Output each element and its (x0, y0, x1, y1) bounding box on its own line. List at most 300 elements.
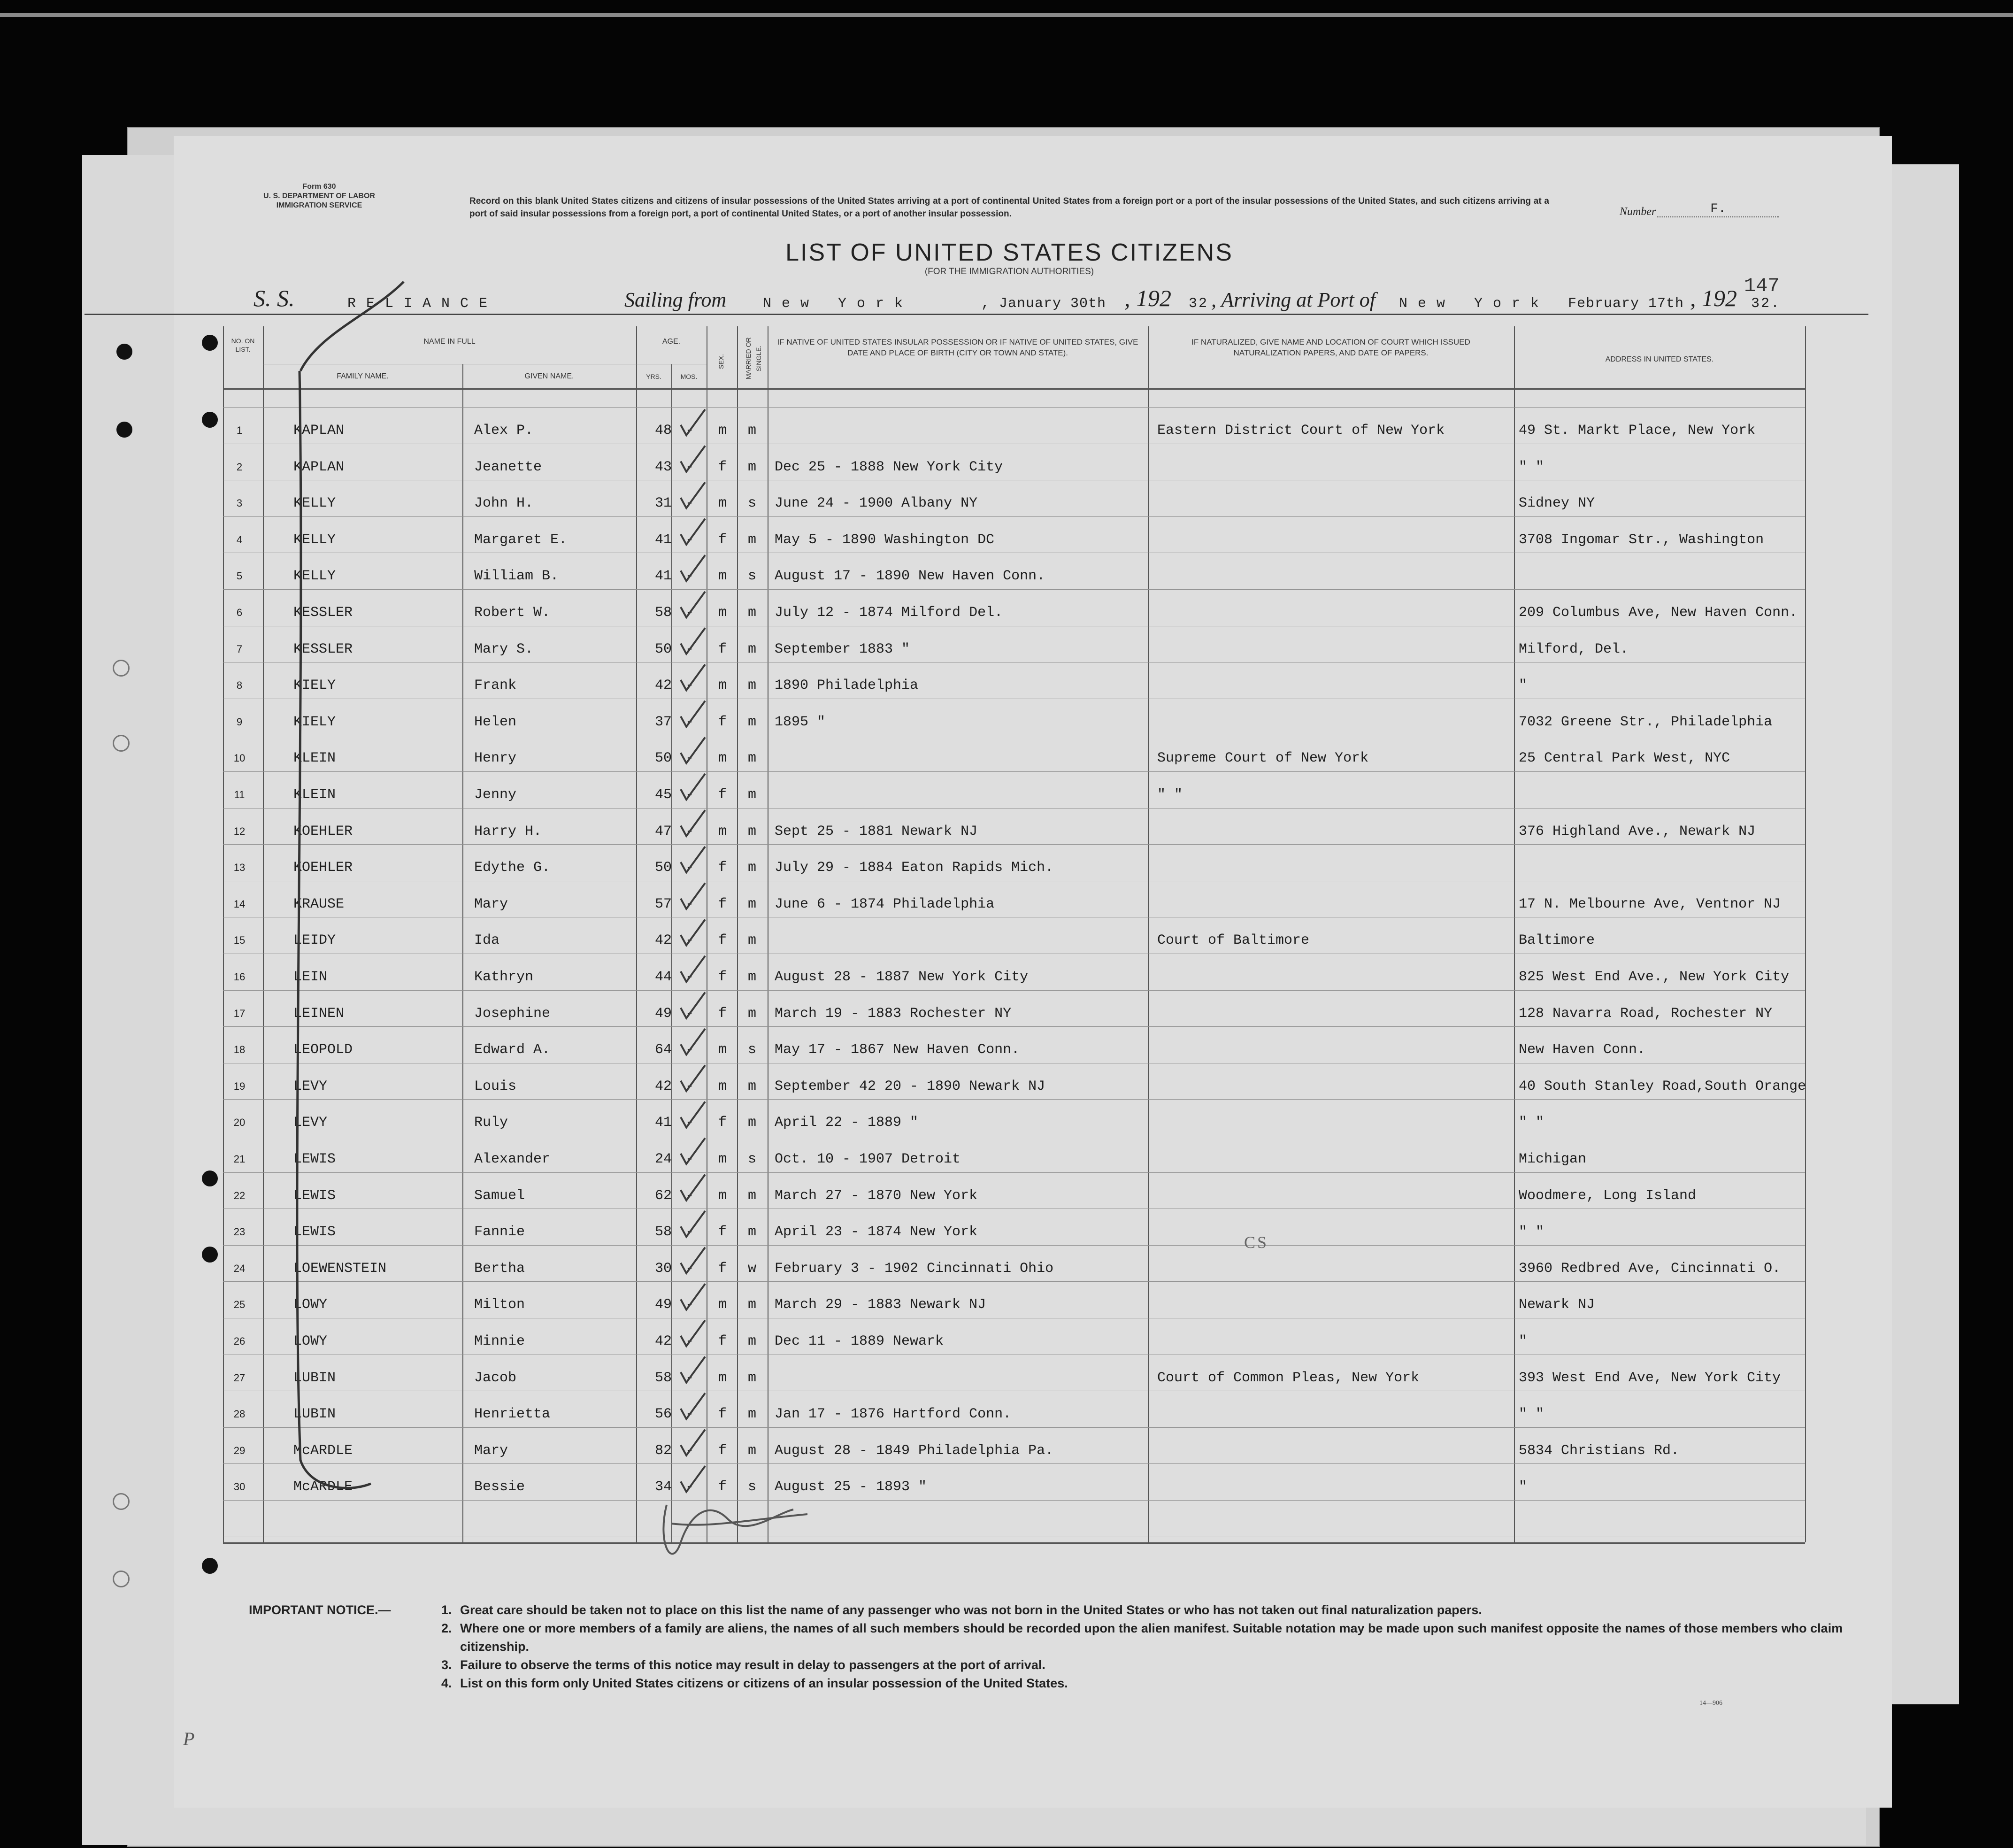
check-mark (681, 956, 705, 982)
cell-address: 209 Columbus Ave, New Haven Conn. (1519, 605, 1798, 621)
cell-no: 28 (233, 1408, 246, 1420)
cell-family: LEWIS (293, 1187, 336, 1204)
cell-yrs: 82 (655, 1442, 672, 1459)
cell-sex: f (718, 969, 727, 985)
cell-no: 1 (236, 424, 243, 436)
notice-item-text: Where one or more members of a family are aliens, the names of all such members should be recorded upon the alien manifest. Suitable notation may be made upon such manifest opposite the names of those members who claim citizenship. (460, 1621, 1843, 1654)
notice-lead: IMPORTANT NOTICE.— (249, 1603, 391, 1617)
table-bottom-rule (223, 1542, 1805, 1544)
cell-yrs: 56 (655, 1406, 672, 1423)
cell-address: Sidney NY (1519, 495, 1595, 512)
cell-sex: f (718, 641, 727, 657)
cell-yrs: 57 (655, 896, 672, 912)
notice-item (249, 1619, 1845, 1656)
notice-item-text: Failure to observe the terms of this notice may result in delay to passengers at the port of arrival. (460, 1658, 1045, 1672)
cell-no: 23 (233, 1226, 246, 1238)
cell-family: LEWIS (293, 1151, 336, 1167)
cell-ms: s (748, 1479, 757, 1495)
check-mark (681, 1101, 705, 1127)
header-naturalization: IF NATURALIZED, GIVE NAME AND LOCATION OF COURT WHICH ISSUED NATURALIZATION PAPERS, AND DATE OF PAPERS. (1191, 338, 1470, 357)
cell-yrs: 43 (655, 459, 672, 475)
cell-mos: - (685, 714, 694, 730)
check-mark (681, 993, 705, 1018)
stamp-mark: CS (1244, 1233, 1269, 1252)
cell-birth: Dec 11 - 1889 Newark (775, 1333, 944, 1349)
cell-sex: m (718, 1297, 727, 1313)
cell-yrs: 34 (655, 1479, 672, 1495)
cell-given: Bessie (474, 1479, 525, 1495)
cell-ms: m (748, 750, 757, 767)
cell-family: LEVY (293, 1115, 328, 1131)
cell-family: LEOPOLD (293, 1042, 353, 1058)
cell-no: 2 (236, 461, 243, 473)
cell-yrs: 42 (655, 932, 672, 949)
notice-item (249, 1674, 1845, 1693)
cell-yrs: 48 (655, 423, 672, 439)
form-code: 14—906 (1699, 1700, 1722, 1707)
cell-family: KELLY (293, 568, 336, 585)
cell-mos: - (685, 969, 694, 985)
notice-item-number: 4. (441, 1676, 452, 1690)
cell-given: Fannie (474, 1224, 525, 1240)
scanner-edge (0, 13, 2013, 17)
year-prefix: , 192 (1690, 285, 1737, 311)
cell-yrs: 44 (655, 969, 672, 985)
arrival-date: February 17th (1568, 296, 1684, 312)
cell-birth: July 29 - 1884 Eaton Rapids Mich. (775, 860, 1054, 876)
punch-hole (202, 1247, 218, 1263)
cell-sex: f (718, 896, 727, 912)
check-mark (681, 1430, 705, 1455)
check-mark (681, 1320, 705, 1346)
cell-ms: m (748, 531, 757, 548)
form-identifier (221, 182, 418, 210)
cell-no: 9 (236, 716, 243, 728)
cell-sex: m (718, 1370, 727, 1386)
cell-no: 25 (233, 1299, 246, 1311)
cell-ms: m (748, 1442, 757, 1459)
cell-birth: June 6 - 1874 Philadelphia (775, 896, 995, 912)
cell-ms: s (748, 1151, 757, 1167)
cell-sex: f (718, 1406, 727, 1423)
cell-given: Mary (474, 1442, 508, 1459)
cell-given: Kathryn (474, 969, 534, 985)
cell-yrs: 62 (655, 1187, 672, 1204)
punch-hole (202, 412, 218, 428)
cell-address: " (1519, 1479, 1528, 1495)
cell-sex: m (718, 1078, 727, 1094)
year-prefix: , 192 (1124, 285, 1171, 311)
cell-ms: m (748, 787, 757, 803)
check-marks (223, 326, 1805, 1542)
cell-address: Newark NJ (1519, 1297, 1595, 1313)
check-mark (681, 1357, 705, 1383)
cell-sex: f (718, 932, 727, 949)
cell-ms: m (748, 641, 757, 657)
cell-address: 128 Navarra Road, Rochester NY (1519, 1005, 1773, 1022)
cell-mos: - (685, 531, 694, 548)
cell-sex: f (718, 860, 727, 876)
cell-given: Edward A. (474, 1042, 551, 1058)
cell-ms: m (748, 605, 757, 621)
cell-sex: m (718, 605, 727, 621)
cell-mos: - (685, 1078, 694, 1094)
cell-mos: - (685, 605, 694, 621)
cell-yrs: 30 (655, 1260, 672, 1277)
ss-label: S. S. (254, 285, 295, 311)
cell-birth: August 17 - 1890 New Haven Conn. (775, 568, 1045, 585)
cell-family: LUBIN (293, 1370, 336, 1386)
cell-family: LEINEN (293, 1005, 345, 1022)
cell-no: 21 (233, 1153, 246, 1165)
sailing-port: New York (763, 296, 914, 312)
cell-birth: May 5 - 1890 Washington DC (775, 531, 995, 548)
cell-mos: - (685, 1151, 694, 1167)
cell-no: 8 (236, 679, 243, 692)
margin-note: P (183, 1728, 195, 1749)
cell-mos: - (685, 860, 694, 876)
punch-hole (202, 1558, 218, 1574)
cell-family: KOEHLER (293, 823, 353, 839)
header-age: AGE. (662, 338, 681, 346)
cell-mos: - (685, 1115, 694, 1131)
citizen-table (223, 326, 1805, 1542)
cell-court: Supreme Court of New York (1157, 750, 1369, 767)
cell-birth: March 29 - 1883 Newark NJ (775, 1297, 986, 1313)
cell-address: 25 Central Park West, NYC (1519, 750, 1730, 767)
cell-no: 15 (233, 934, 246, 947)
form-instructions: Record on this blank United States citizens and citizens of insular possessions of the United States arriving at a port of continental United States from a foreign port or a port of the insular possessions of the United States, and such citizens arriving at a port of said insular possessions from a foreign port, a port of continental United States, or a port of another insular possession. (469, 196, 1549, 219)
page-title: LIST OF UNITED STATES CITIZENS (785, 239, 1233, 266)
cell-yrs: 45 (655, 787, 672, 803)
cell-address: 5834 Christians Rd. (1519, 1442, 1680, 1459)
cell-sex: m (718, 823, 727, 839)
page-number: 147 (1744, 275, 1780, 297)
header-given-name: GIVEN NAME. (524, 372, 574, 380)
ship-name: RELIANCE (347, 296, 498, 312)
cell-sex: f (718, 1224, 727, 1240)
cell-given: Frank (474, 678, 517, 694)
cell-yrs: 50 (655, 860, 672, 876)
check-mark (681, 664, 705, 690)
cell-ms: m (748, 1078, 757, 1094)
cell-address: Milford, Del. (1519, 641, 1629, 657)
check-mark (681, 1175, 705, 1201)
cell-ms: m (748, 1333, 757, 1349)
cell-address: " " (1519, 1406, 1544, 1423)
cell-mos: - (685, 459, 694, 475)
cell-court: Court of Baltimore (1157, 932, 1310, 949)
header-address: ADDRESS IN UNITED STATES. (1605, 355, 1714, 363)
cell-given: John H. (474, 495, 534, 512)
number-label: Number (1620, 206, 1656, 218)
cell-given: Milton (474, 1297, 525, 1313)
cell-given: Jeanette (474, 459, 542, 475)
cell-no: 16 (233, 971, 246, 983)
cell-family: KESSLER (293, 605, 353, 621)
cell-given: William B. (474, 568, 559, 585)
cell-sex: m (718, 495, 727, 512)
cell-address: 7032 Greene Str., Philadelphia (1519, 714, 1773, 730)
cell-address: 40 South Stanley Road,South Orange (1519, 1078, 1806, 1094)
header-family-name: FAMILY NAME. (337, 372, 389, 380)
cell-birth: Dec 25 - 1888 New York City (775, 459, 1003, 475)
punch-hole (202, 1170, 218, 1186)
check-mark (681, 482, 705, 508)
cell-ms: m (748, 459, 757, 475)
cell-given: Jenny (474, 787, 517, 803)
cell-sex: f (718, 1479, 727, 1495)
cell-address: 17 N. Melbourne Ave, Ventnor NJ (1519, 896, 1781, 912)
header-no-on-list: NO. ON LIST. (231, 337, 255, 353)
cell-birth: May 17 - 1867 New Haven Conn. (775, 1042, 1020, 1058)
cell-address: " " (1519, 1115, 1544, 1131)
cell-yrs: 41 (655, 568, 672, 585)
punch-hole (202, 335, 218, 351)
cell-court: Eastern District Court of New York (1157, 423, 1445, 439)
check-mark (681, 774, 705, 800)
cell-family: McARDLE (293, 1442, 353, 1459)
cell-mos: - (685, 750, 694, 767)
cell-no: 27 (233, 1371, 246, 1384)
cell-no: 6 (236, 607, 243, 618)
check-mark (681, 883, 705, 909)
cell-sex: m (718, 1187, 727, 1204)
cell-given: Robert W. (474, 605, 551, 621)
cell-mos: - (685, 787, 694, 803)
cell-family: KIELY (293, 678, 336, 694)
header-mos: MOS. (680, 373, 698, 380)
cell-mos: - (685, 1333, 694, 1349)
header-place-of-birth: IF NATIVE OF UNITED STATES INSULAR POSSESSION OR IF NATIVE OF UNITED STATES, GIVE DATE AND PLACE OF BIRTH (CITY OR TOWN AND STATE). (777, 338, 1138, 357)
sailing-year: 32 (1189, 296, 1209, 312)
cell-no: 17 (233, 1007, 246, 1019)
sailing-label: Sailing from (624, 288, 727, 311)
cell-family: LUBIN (293, 1406, 336, 1423)
cell-family: LOWY (293, 1333, 328, 1349)
cell-yrs: 64 (655, 1042, 672, 1058)
cell-yrs: 49 (655, 1297, 672, 1313)
check-mark (681, 919, 705, 945)
cell-sex: f (718, 1442, 727, 1459)
cell-no: 3 (236, 497, 243, 509)
cell-ms: m (748, 969, 757, 985)
cell-birth: 1890 Philadelphia (775, 678, 919, 694)
cell-ms: s (748, 568, 757, 585)
cell-no: 26 (233, 1335, 246, 1347)
cell-mos: - (685, 423, 694, 439)
check-mark (681, 1138, 705, 1164)
cell-family: LEWIS (293, 1224, 336, 1240)
cell-yrs: 47 (655, 823, 672, 839)
cell-ms: w (748, 1260, 757, 1277)
check-mark (681, 555, 705, 581)
cell-yrs: 49 (655, 1005, 672, 1022)
cell-birth: August 28 - 1849 Philadelphia Pa. (775, 1442, 1054, 1459)
cell-sex: m (718, 423, 727, 439)
cell-sex: f (718, 459, 727, 475)
cell-ms: m (748, 678, 757, 694)
cell-given: Samuel (474, 1187, 525, 1204)
cell-sex: f (718, 787, 727, 803)
department-name: U. S. DEPARTMENT OF LABOR (263, 192, 375, 200)
cell-family: KLEIN (293, 750, 336, 767)
inspector-signature (653, 1486, 887, 1580)
cell-birth: September 1883 " (775, 641, 910, 657)
voyage-details (254, 287, 1803, 316)
cell-ms: s (748, 1042, 757, 1058)
cell-family: KIELY (293, 714, 336, 730)
cell-address: Baltimore (1519, 932, 1595, 949)
cell-mos: - (685, 1442, 694, 1459)
cell-address: 393 West End Ave, New York City (1519, 1370, 1781, 1386)
cell-no: 30 (233, 1481, 246, 1493)
cell-ms: m (748, 860, 757, 876)
cell-given: Ida (474, 932, 500, 949)
arriving-label: , Arriving at Port of (1211, 288, 1375, 311)
cell-mos: - (685, 823, 694, 839)
cell-address: New Haven Conn. (1519, 1042, 1646, 1058)
cell-address: 825 West End Ave., New York City (1519, 969, 1790, 985)
cell-given: Louis (474, 1078, 517, 1094)
cell-mos: - (685, 1224, 694, 1240)
punch-hole (113, 660, 130, 677)
list-number: F. (1657, 202, 1779, 217)
punch-hole (116, 422, 132, 438)
cell-birth: Jan 17 - 1876 Hartford Conn. (775, 1406, 1012, 1423)
check-mark (681, 701, 705, 727)
cell-birth: July 12 - 1874 Milford Del. (775, 605, 1003, 621)
cell-family: KOEHLER (293, 860, 353, 876)
cell-birth: February 3 - 1902 Cincinnati Ohio (775, 1260, 1054, 1277)
cell-mos: - (685, 1479, 694, 1495)
cell-court: Court of Common Pleas, New York (1157, 1370, 1420, 1386)
cell-address: 3708 Ingomar Str., Washington (1519, 531, 1764, 548)
cell-birth: March 19 - 1883 Rochester NY (775, 1005, 1012, 1022)
cell-yrs: 58 (655, 1224, 672, 1240)
cell-no: 5 (236, 570, 243, 582)
cell-family: KELLY (293, 495, 336, 512)
cell-address: 49 St. Markt Place, New York (1519, 423, 1756, 439)
header-yrs: YRS. (646, 373, 661, 380)
cell-family: KAPLAN (293, 423, 345, 439)
punch-hole (116, 344, 132, 360)
cell-ms: m (748, 1297, 757, 1313)
cell-given: Josephine (474, 1005, 551, 1022)
cell-ms: m (748, 896, 757, 912)
cell-family: LEVY (293, 1078, 328, 1094)
cell-ms: m (748, 1005, 757, 1022)
cell-family: KRAUSE (293, 896, 345, 912)
check-mark (681, 737, 705, 763)
cell-family: LEIDY (293, 932, 336, 949)
cell-yrs: 31 (655, 495, 672, 512)
cell-yrs: 58 (655, 1370, 672, 1386)
header-married-single: MARRIED OR SINGLE. (745, 337, 762, 379)
notice-item-number: 3. (441, 1658, 452, 1672)
cell-sex: m (718, 678, 727, 694)
cell-given: Alexander (474, 1151, 551, 1167)
cell-no: 13 (233, 862, 246, 874)
cell-sex: m (718, 1042, 727, 1058)
cell-address: 3960 Redbred Ave, Cincinnati O. (1519, 1260, 1781, 1277)
check-mark (681, 628, 705, 654)
cell-ms: s (748, 495, 757, 512)
cell-no: 20 (233, 1116, 246, 1129)
cell-birth: April 23 - 1874 New York (775, 1224, 978, 1240)
cell-family: KLEIN (293, 787, 336, 803)
cell-birth: September 42 20 - 1890 Newark NJ (775, 1078, 1045, 1094)
cell-mos: - (685, 678, 694, 694)
cell-family: LOEWENSTEIN (293, 1260, 387, 1277)
cell-no: 18 (233, 1044, 246, 1056)
cell-given: Helen (474, 714, 517, 730)
header-sex: SEX. (717, 354, 725, 369)
cell-yrs: 58 (655, 605, 672, 621)
check-mark (681, 1029, 705, 1055)
cell-yrs: 24 (655, 1151, 672, 1167)
check-mark (681, 519, 705, 545)
cell-mos: - (685, 1370, 694, 1386)
cell-yrs: 50 (655, 750, 672, 767)
cell-no: 10 (233, 752, 246, 764)
check-mark (681, 592, 705, 617)
cell-mos: - (685, 641, 694, 657)
cell-birth: Oct. 10 - 1907 Detroit (775, 1151, 961, 1167)
punch-hole (113, 1493, 130, 1510)
cell-family: LOWY (293, 1297, 328, 1313)
check-mark (681, 1211, 705, 1237)
cell-no: 11 (234, 789, 245, 801)
cell-birth: Sept 25 - 1881 Newark NJ (775, 823, 978, 839)
cell-family: KAPLAN (293, 459, 345, 475)
notice-item (249, 1601, 1845, 1619)
arrival-year: 32. (1751, 296, 1781, 312)
cell-sex: m (718, 1151, 727, 1167)
cell-address: " (1519, 1333, 1528, 1349)
cell-birth: March 27 - 1870 New York (775, 1187, 978, 1204)
punch-hole (113, 735, 130, 752)
checkmark-stroke (263, 277, 413, 1826)
cell-mos: - (685, 1187, 694, 1204)
cell-ms: m (748, 1224, 757, 1240)
punch-hole (113, 1571, 130, 1587)
cell-given: Minnie (474, 1333, 525, 1349)
cell-mos: - (685, 896, 694, 912)
cell-yrs: 42 (655, 1078, 672, 1094)
cell-sex: f (718, 714, 727, 730)
cell-family: LEIN (293, 969, 328, 985)
cell-mos: - (685, 932, 694, 949)
page-subtitle: (FOR THE IMMIGRATION AUTHORITIES) (924, 267, 1094, 277)
cell-sex: f (718, 531, 727, 548)
cell-sex: m (718, 750, 727, 767)
cell-family: McARDLE (293, 1479, 353, 1495)
notice-item-number: 2. (441, 1621, 452, 1635)
cell-birth: June 24 - 1900 Albany NY (775, 495, 978, 512)
cell-ms: m (748, 1187, 757, 1204)
notice-item (249, 1656, 1845, 1674)
cell-yrs: 37 (655, 714, 672, 730)
notice-item-text: Great care should be taken not to place on this list the name of any passenger who was not born in the United States or who has not taken out final naturalization papers. (460, 1603, 1482, 1617)
cell-sex: f (718, 1333, 727, 1349)
cell-no: 14 (233, 898, 246, 910)
cell-given: Edythe G. (474, 860, 551, 876)
cell-no: 22 (233, 1189, 246, 1201)
sailing-date: , January 30th (981, 296, 1106, 312)
check-mark (681, 1065, 705, 1091)
cell-family: KESSLER (293, 641, 353, 657)
